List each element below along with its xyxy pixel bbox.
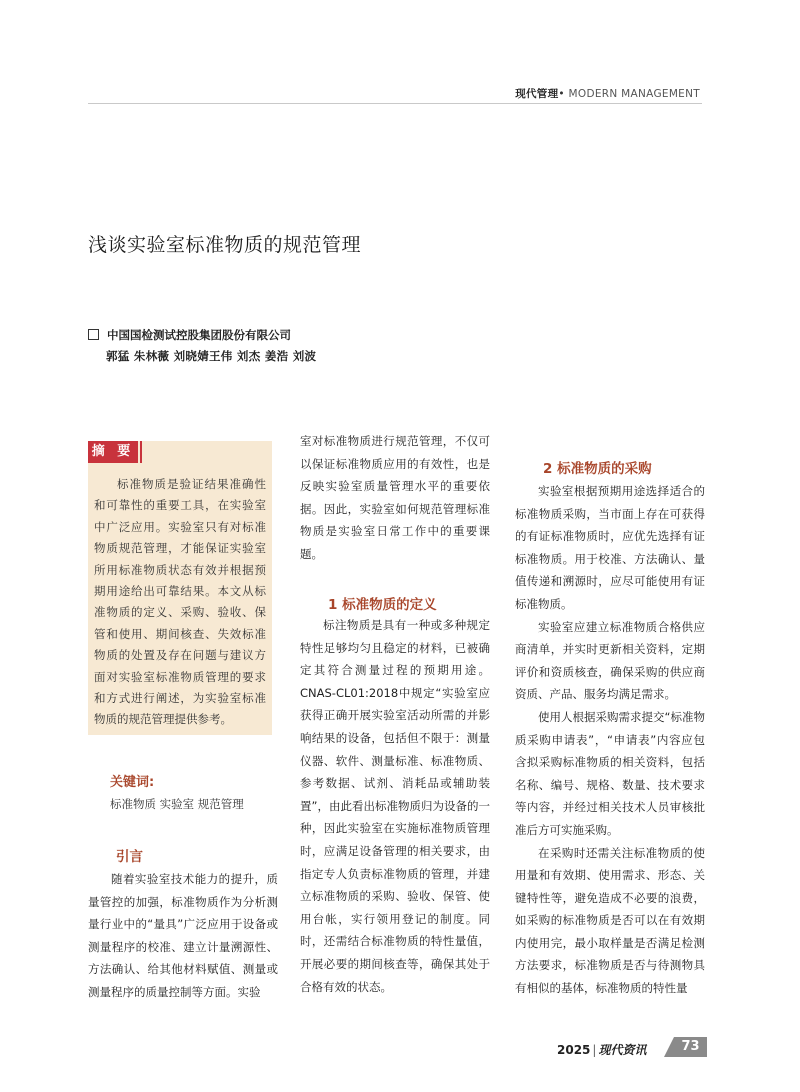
abstract-label: 摘 要 — [88, 441, 138, 463]
affiliation-text: 中国国检测试控股集团股份有限公司 — [107, 328, 291, 342]
intro-paragraph: 随着实验室技术能力的提升，质量管控的加强，标准物质作为分析测量行业中的“量具”广泛应用于设备或测量程序的校准、建立计量溯源性、方法确认、给其他材料赋值、测量或测量程序的质量控制等方面。实验 — [88, 872, 278, 999]
authors: 郭猛 朱林薇 刘晓婧王伟 刘杰 姜浩 刘波 — [106, 349, 317, 363]
header-section-en: MODERN MANAGEMENT — [568, 88, 700, 100]
page-number: 73 — [674, 1037, 707, 1057]
running-header — [515, 86, 700, 101]
section-1-heading: 1 标准物质的定义 — [328, 597, 437, 613]
section-2-paragraph-1: 实验室根据预期用途选择适合的标准物质采购，当市面上存在可获得的有证标准物质时，应优先选择有证标准物质。用于校准、方法确认、量值传递和溯源时，应尽可能使用有证标准物质。 — [515, 484, 705, 611]
header-rule — [88, 103, 702, 104]
page-number-tab — [664, 1037, 674, 1057]
section-2-heading: 2 标准物质的采购 — [543, 461, 652, 477]
header-separator: • — [558, 88, 565, 100]
intro-column — [88, 868, 278, 1004]
footer-magazine: 现代资讯 — [598, 1043, 647, 1057]
footer-year: 2025 — [557, 1043, 591, 1057]
header-section-cn: 现代管理 — [515, 88, 559, 100]
affiliation — [88, 327, 291, 343]
intro-heading: 引言 — [116, 849, 143, 865]
article-title: 浅谈实验室标准物质的规范管理 — [88, 234, 362, 256]
column-3 — [515, 480, 705, 1000]
column-2-top — [300, 430, 490, 566]
square-bullet-icon — [88, 329, 99, 340]
keywords-label: 关键词: — [110, 775, 155, 790]
keywords-value: 标准物质 实验室 规范管理 — [110, 797, 244, 811]
section-2-paragraph-3: 使用人根据采购需求提交“标准物质采购申请表”，“申请表”内容应包含拟采购标准物质的相关资料，包括名称、编号、规格、数量、技术要求等内容，并经过相关技术人员审核批准后方可实施采购。 — [515, 709, 705, 837]
col2-paragraph-0: 室对标准物质进行规范管理，不仅可以保证标准物质应用的有效性，也是反映实验室质量管理水平的重要依据。因此，实验室如何规范管理标准物质是实验室日常工作中的重要课题。 — [300, 434, 490, 561]
footer-separator: | — [592, 1043, 597, 1057]
abstract-text: 标准物质是验证结果准确性和可靠性的重要工具，在实验室中广泛应用。实验室只有对标准物质规范管理，才能保证实验室所用标准物质状态有效并根据预期用途给出可靠结果。本文从标准物质的定义、采购、验收、保管和使用、期间核查、失效标准物质的处置及存在问题与建议方面对实验室标准物质管理的要求和方式进行阐述，为实验室标准物质的规范管理提供参考。 — [94, 477, 266, 727]
footer — [557, 1041, 646, 1058]
section-2-paragraph-2: 实验室应建立标准物质合格供应商清单，并实时更新相关资料，定期评价和资质核查，确保采购的供应商资质、产品、服务均满足需求。 — [515, 619, 705, 702]
abstract-label-bar — [140, 441, 142, 463]
section-1-paragraph: 标注物质是具有一种或多种规定特性足够均匀且稳定的材料，已被确定其符合测量过程的预期用途。CNAS-CL01:2018中规定“实验室应获得正确开展实验室活动所需的并影响结果的设备，包括但不限于：测量仪器、软件、测量标准、标准物质、参考数据、试剂、消耗品或辅助装置”，由此看出标准物质归为设备的一种，因此实验室在实施标准物质管理时，应满足设备管理的相关要求，由指定专人负责标准物质的管理，并建立标准物质的采购、验收、保管、使用台帐，实行领用登记的制度。同时，还需结合标准物质的特性量值，开展必要的期间核查等，确保其处于合格有效的状态。 — [300, 618, 490, 994]
section-2-paragraph-4: 在采购时还需关注标准物质的使用量和有效期、使用需求、形态、关键特性等，避免造成不必要的浪费，如采购的标准物质是否可以在有效期内使用完，最小取样量是否满足检测方法要求，标准物质是否与待测物具有相似的基体，标准物质的特性量 — [515, 845, 705, 996]
column-2-body — [300, 614, 490, 998]
